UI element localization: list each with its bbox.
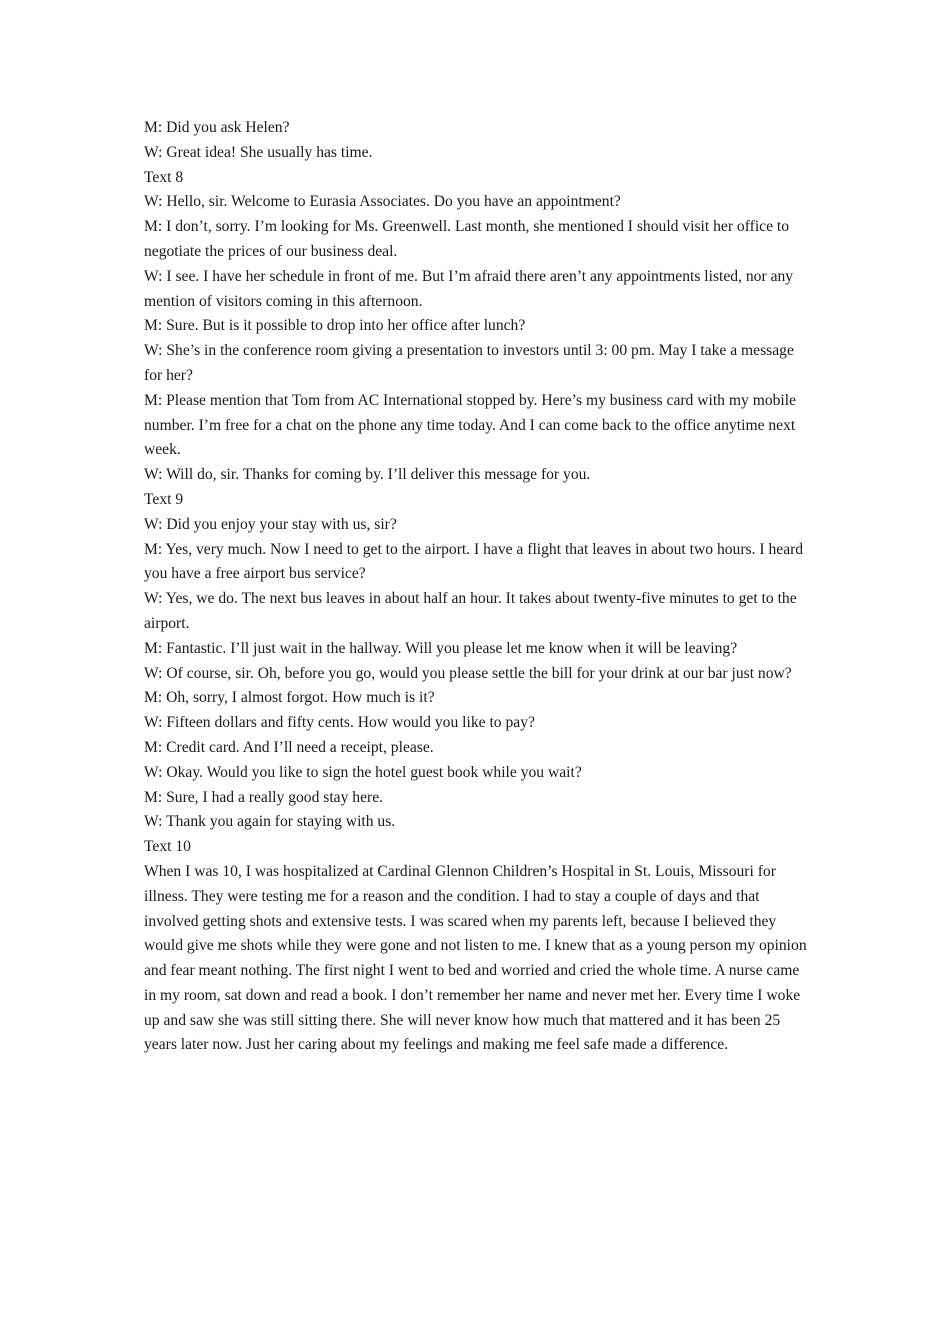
dialogue-line: W: Thank you again for staying with us. <box>144 813 396 831</box>
dialogue-line: W: Did you enjoy your stay with us, sir? <box>144 515 397 533</box>
dialogue-line: W: Yes, we do. The next bus leaves in about half an hour. It takes about twenty-five minutes to get to the airport. <box>144 590 797 632</box>
dialogue-line: M: Yes, very much. Now I need to get to the airport. I have a flight that leaves in about two hours. I heard you have a free airport bus service? <box>144 540 804 583</box>
narrative-paragraph: When I was 10, I was hospitalized at Cardinal Glennon Children’s Hospital in St. Louis, Missouri for illness. They were testing me for a reason and the condition. I had to stay a couple of days and that involved getting shots and extensive tests. I was scared when my parents left, because I believed they would give me shots while they were gone and not listen to me. I knew that as a young person my opinion and fear meant nothing. The first night I went to bed and worried and cried the whole time. A nurse came in my room, sat down and read a book. I don’t remember her name and never met her. Every time I woke up and saw she was still sitting there. She will never know how much that mattered and it has been 25 years later now. Just her caring about my feelings and making me feel safe made a difference. <box>144 862 807 1054</box>
dialogue-line: M: Credit card. And I’ll need a receipt, please. <box>144 738 434 756</box>
dialogue-line: W: Will do, sir. Thanks for coming by. I’ll deliver this message for you. <box>144 466 591 484</box>
section-heading-text-8: Text 8 <box>144 168 184 186</box>
dialogue-line: M: Oh, sorry, I almost forgot. How much is it? <box>144 689 435 707</box>
dialogue-line: W: Great idea! She usually has time. <box>144 143 373 161</box>
section-heading-text-9: Text 9 <box>144 490 184 508</box>
dialogue-line: M: Sure, I had a really good stay here. <box>144 788 384 806</box>
dialogue-line: W: She’s in the conference room giving a presentation to investors until 3: 00 pm. May I take a message for her? <box>144 342 794 384</box>
dialogue-line: M: I don’t, sorry. I’m looking for Ms. Greenwell. Last month, she mentioned I should visit her office to negotiate the prices of our business deal. <box>144 218 790 260</box>
dialogue-line: M: Please mention that Tom from AC International stopped by. Here’s my business card with my mobile number. I’m free for a chat on the phone any time today. And I can come back to the office anytime next week. <box>144 391 797 459</box>
dialogue-line: M: Did you ask Helen? <box>144 119 290 136</box>
section-heading-text-10: Text 10 <box>144 838 191 856</box>
dialogue-line: M: Sure. But is it possible to drop into her office after lunch? <box>144 317 526 335</box>
document-page <box>144 116 814 1058</box>
dialogue-line: W: Of course, sir. Oh, before you go, would you please settle the bill for your drink at our bar just now? <box>144 664 792 682</box>
dialogue-line: W: Hello, sir. Welcome to Eurasia Associates. Do you have an appointment? <box>144 193 621 211</box>
dialogue-line: W: I see. I have her schedule in front of me. But I’m afraid there aren’t any appointments listed, nor any mention of visitors coming in this afternoon. <box>144 267 794 310</box>
dialogue-line: W: Fifteen dollars and fifty cents. How would you like to pay? <box>144 714 535 732</box>
dialogue-line: M: Fantastic. I’ll just wait in the hallway. Will you please let me know when it will be leaving? <box>144 639 738 657</box>
dialogue-line: W: Okay. Would you like to sign the hotel guest book while you wait? <box>144 763 582 781</box>
